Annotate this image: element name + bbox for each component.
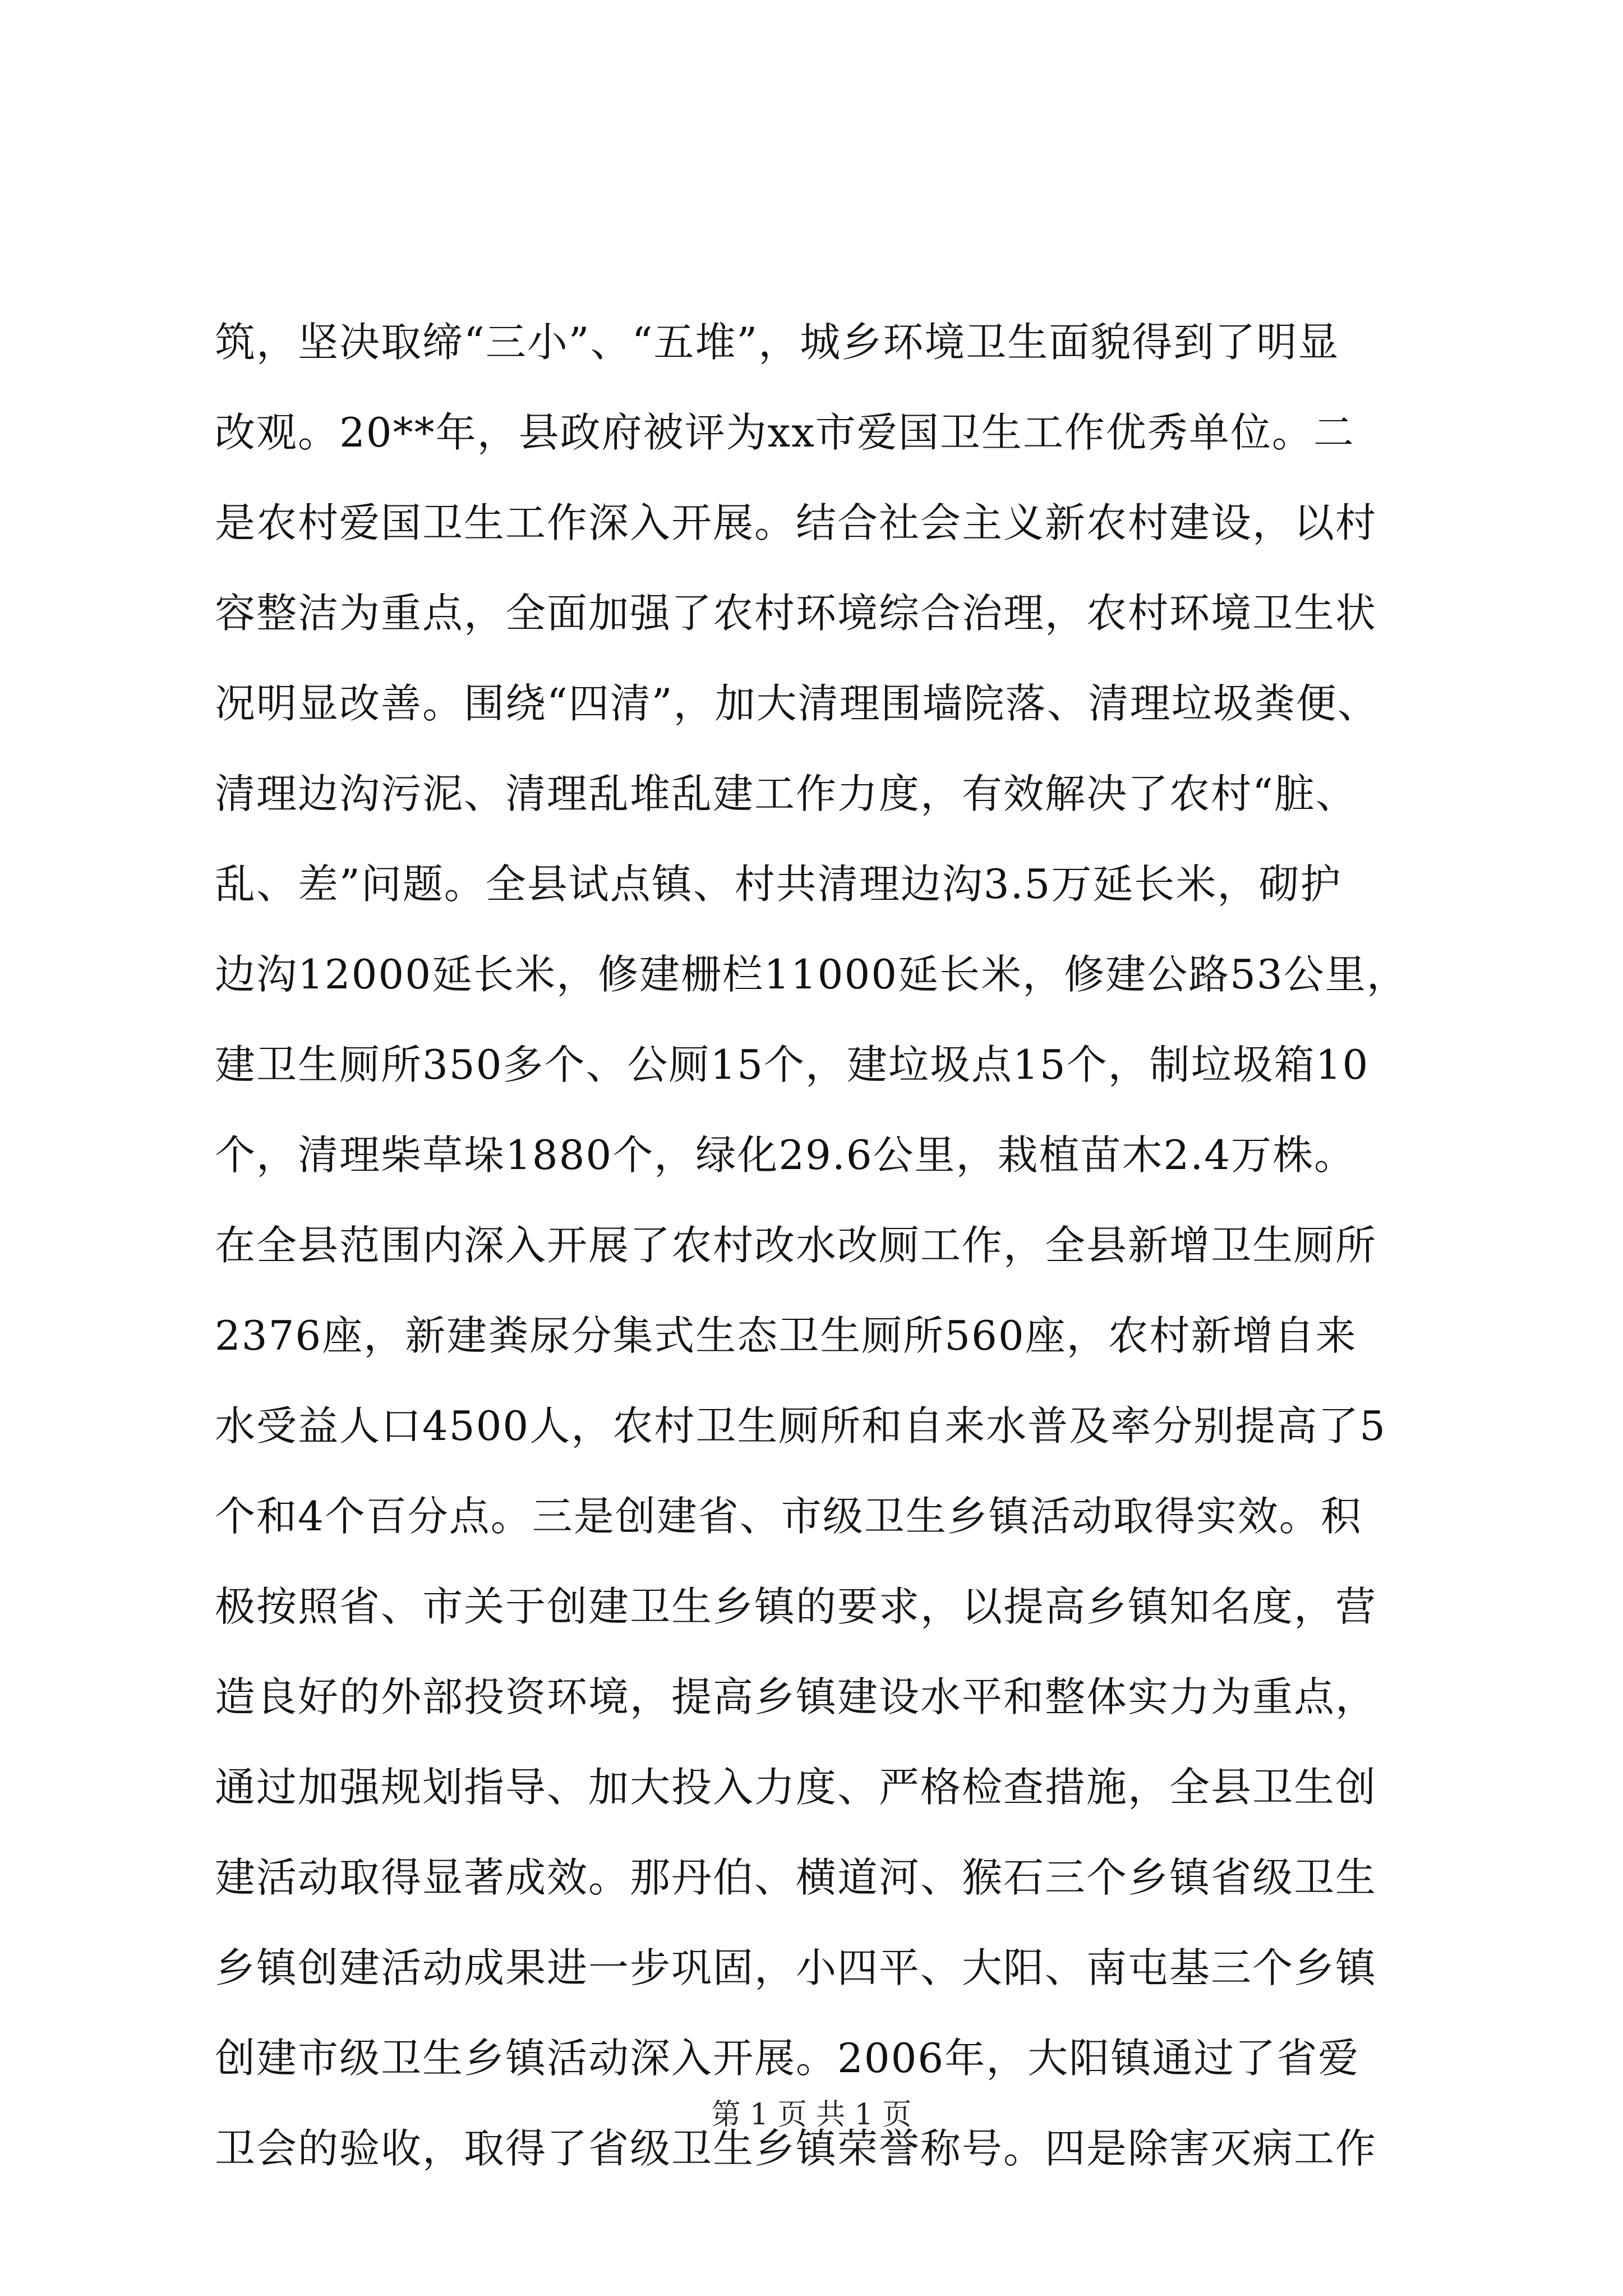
text-line: 造良好的外部投资环境，提高乡镇建设水平和整体实力为重点， [215,1673,1377,1720]
text-line: 卫会的验收，取得了省级卫生乡镇荣誉称号。四是除害灭病工作 [215,2125,1377,2172]
page-number-label: 第 1 页 共 1 页 [711,2098,912,2132]
text-line: 况明显改善。围绕“四清”，加大清理围墙院落、清理垃圾粪便、 [215,680,1379,727]
text-line: 乡镇创建活动成果进一步巩固，小四平、大阳、南屯基三个乡镇 [215,1944,1377,1991]
text-line: 2376座，新建粪尿分集式生态卫生厕所560座，农村新增自来 [215,1312,1357,1359]
text-line: 乱、差”问题。全县试点镇、村共清理边沟3.5万延长米，砌护 [215,861,1342,908]
text-line: 清理边沟污泥、清理乱堆乱建工作力度，有效解决了农村“脏、 [215,770,1357,817]
text-line: 极按照省、市关于创建卫生乡镇的要求，以提高乡镇知名度，营 [215,1583,1377,1630]
text-line: 建卫生厕所350多个、公厕15个，建垃圾点15个，制垃圾箱10 [215,1041,1370,1088]
text-line: 在全县范围内深入开展了农村改水改厕工作，全县新增卫生厕所 [215,1222,1377,1269]
text-line: 个，清理柴草垛1880个，绿化29.6公里，栽植苗木2.4万株。 [215,1131,1356,1179]
text-line: 边沟12000延长米，修建栅栏11000延长米，修建公路53公里， [215,951,1408,998]
text-line: 创建市级卫生乡镇活动深入开展。2006年，大阳镇通过了省爱 [215,2035,1360,2082]
text-line: 建活动取得显著成效。那丹伯、横道河、猴石三个乡镇省级卫生 [215,1854,1377,1901]
text-line: 水受益人口4500人，农村卫生厕所和自来水普及率分别提高了5 [215,1402,1387,1450]
text-line: 个和4个百分点。三是创建省、市级卫生乡镇活动取得实效。积 [215,1493,1362,1540]
text-line: 是农村爱国卫生工作深入开展。结合社会主义新农村建设，以村 [215,499,1377,546]
text-line: 改观。20**年，县政府被评为xx市爱国卫生工作优秀单位。二 [215,409,1355,456]
text-line: 通过加强规划指导、加大投入力度、严格检查措施，全县卫生创 [215,1764,1377,1811]
page-footer [0,2095,1623,2134]
text-line: 筑，坚决取缔“三小”、“五堆”，城乡环境卫生面貌得到了明显 [215,319,1340,366]
document-body [215,297,1415,2194]
text-line: 容整洁为重点，全面加强了农村环境综合治理，农村环境卫生状 [215,590,1377,637]
